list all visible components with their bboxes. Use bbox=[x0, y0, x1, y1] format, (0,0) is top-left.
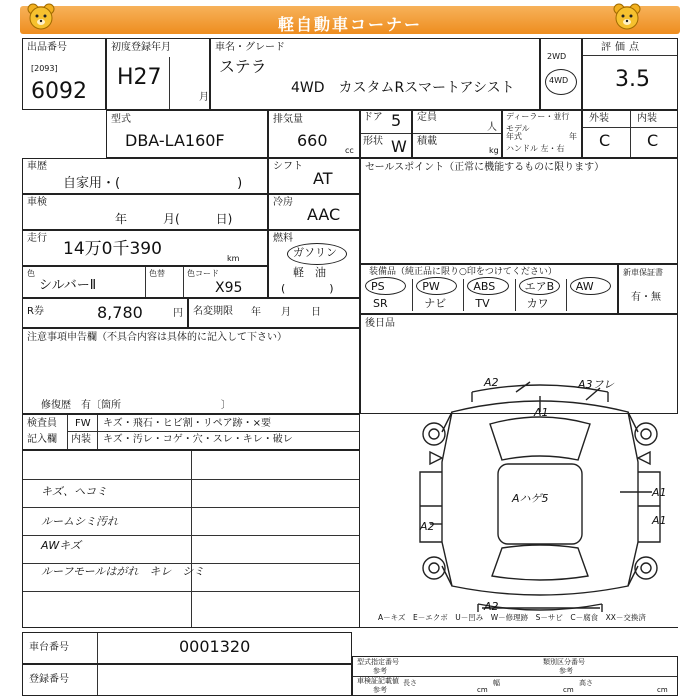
interior-label: 内装 bbox=[637, 113, 657, 124]
doors-box bbox=[360, 110, 412, 158]
color-code-label: 色コード bbox=[187, 269, 219, 278]
mileage-label: 走行 bbox=[27, 233, 47, 244]
ac-label: 冷房 bbox=[273, 197, 293, 208]
fuel-box bbox=[268, 230, 360, 298]
displacement-value: 660 bbox=[297, 131, 328, 150]
model-label: 車名・グレード bbox=[215, 42, 285, 53]
doors-value: 5 bbox=[391, 111, 402, 130]
equip-circle-4 bbox=[519, 277, 560, 295]
equipment-box bbox=[360, 264, 618, 314]
shape-label: 形状 bbox=[363, 136, 383, 147]
history-box bbox=[22, 158, 268, 194]
km-unit: km bbox=[227, 254, 240, 263]
damage-mark-6: A1 bbox=[652, 486, 667, 499]
exterior-value: C bbox=[599, 131, 611, 150]
inspection-box bbox=[22, 194, 268, 230]
equip-item-row2-4: カワ bbox=[526, 297, 549, 310]
notes-box bbox=[22, 328, 360, 414]
dims-label: 車検証記載値 bbox=[357, 677, 399, 685]
color-label: 色 bbox=[27, 269, 35, 278]
lot-number: 6092 bbox=[31, 79, 87, 104]
length-label: 長さ bbox=[403, 679, 417, 687]
history-value: 自家用・( ) bbox=[63, 176, 243, 191]
reg-year-label: 初度登録年月 bbox=[111, 42, 171, 53]
shift-box bbox=[268, 158, 360, 194]
handwritten-note-3: AWキズ bbox=[41, 539, 81, 552]
handwritten-note-4: ルーフモールはがれ キレ シミ bbox=[41, 565, 205, 578]
shape-value: W bbox=[391, 137, 407, 156]
ref-label-3: 参考 bbox=[373, 686, 387, 694]
doors-label: ドア bbox=[363, 112, 383, 123]
interior-value: C bbox=[647, 131, 659, 150]
chassis-box bbox=[22, 632, 352, 664]
chassis-value: 0001320 bbox=[179, 637, 251, 656]
year-label: 年式 bbox=[506, 132, 522, 141]
shift-value: AT bbox=[313, 169, 333, 188]
class-label: 類別区分番号 bbox=[543, 658, 585, 666]
score-value: 3.5 bbox=[615, 67, 650, 92]
handle-label: ハンドル 左・右 bbox=[506, 144, 565, 153]
type-box bbox=[106, 110, 268, 158]
drive-4wd: 4WD bbox=[549, 76, 569, 85]
width-label: 幅 bbox=[493, 679, 500, 687]
inspection-label: 車検 bbox=[27, 197, 47, 208]
inspect-label: 検査員 bbox=[27, 418, 57, 429]
record-interior: 内装 bbox=[71, 434, 91, 445]
ac-value: AAC bbox=[307, 205, 341, 224]
damage-mark-7: A1 bbox=[652, 514, 667, 527]
kg-unit: kg bbox=[489, 146, 499, 155]
type-label: 型式 bbox=[111, 114, 131, 125]
equip-divider bbox=[566, 279, 567, 311]
equip-circle-1 bbox=[365, 277, 406, 295]
model-box bbox=[210, 38, 540, 110]
ref-label-2: 参考 bbox=[559, 667, 573, 675]
warranty-value: 有・無 bbox=[631, 292, 661, 303]
inspect-row1: キズ・飛石・ヒビ割・リペア跡・×要 bbox=[103, 418, 271, 429]
color-value: シルバーⅡ bbox=[39, 278, 97, 293]
displacement-label: 排気量 bbox=[273, 114, 303, 125]
displacement-box bbox=[268, 110, 360, 158]
recycle-box bbox=[22, 298, 188, 328]
repair-label: 修復歴 有〔箇所 〕 bbox=[41, 400, 231, 411]
equip-divider bbox=[463, 279, 464, 311]
drive-2wd: 2WD bbox=[547, 52, 567, 61]
reg-year-box bbox=[106, 38, 210, 110]
equip-item-3: ABS bbox=[473, 280, 496, 293]
equip-circle-3 bbox=[467, 277, 508, 295]
damage-mark-8: A2 bbox=[420, 520, 435, 533]
equip-divider bbox=[515, 279, 516, 311]
reg-label: 登録番号 bbox=[29, 674, 69, 685]
capacity-label: 定員 bbox=[417, 112, 437, 123]
grade: 4WD カスタムRスマートアシスト bbox=[291, 80, 515, 96]
notes-title: 注意事項申告欄（不具合内容は具体的に記入して下さい） bbox=[27, 332, 287, 343]
shift-label: シフト bbox=[273, 161, 303, 172]
car-name: ステラ bbox=[219, 57, 267, 76]
drive-box bbox=[540, 38, 582, 110]
bear-logo-left bbox=[26, 2, 56, 32]
fuel-label: 燃料 bbox=[273, 233, 293, 244]
color-box bbox=[22, 266, 268, 298]
fuel-gas: ガソリン bbox=[293, 246, 337, 259]
banner-title: 軽自動車コーナー bbox=[277, 15, 422, 34]
type-value: DBA-LA160F bbox=[125, 131, 225, 150]
cc-unit: cc bbox=[345, 146, 354, 155]
equip-circle-5 bbox=[570, 277, 611, 295]
handwritten-note-1: キズ、ヘコミ bbox=[41, 485, 108, 498]
lot-label: 出品番号 bbox=[27, 42, 67, 53]
load-label: 積載 bbox=[417, 136, 437, 147]
capacity-box bbox=[412, 110, 502, 158]
recycle-label: R券 bbox=[27, 306, 44, 317]
damage-mark-5: Aハゲ5 bbox=[512, 492, 549, 505]
certificate-box bbox=[352, 656, 678, 696]
inspect-fw: FW bbox=[75, 418, 91, 429]
model-year-label: モデル bbox=[506, 124, 530, 133]
warranty-box bbox=[618, 264, 678, 314]
history-label: 車歴 bbox=[27, 161, 47, 172]
exterior-interior-box bbox=[582, 110, 678, 158]
reg-year: H27 bbox=[117, 65, 162, 90]
inspector-box bbox=[22, 414, 360, 450]
equip-item-row2-2: ナビ bbox=[424, 297, 447, 310]
fuel-diesel: 軽 油 bbox=[293, 266, 326, 279]
warranty-label: 新車保証書 bbox=[623, 268, 663, 277]
equip-circle-2 bbox=[416, 277, 457, 295]
handwritten-note-2: ルームシミ汚れ bbox=[41, 515, 118, 528]
ref-label-1: 参考 bbox=[373, 667, 387, 675]
record-row2: キズ・汚レ・コゲ・穴・スレ・キレ・破レ bbox=[103, 434, 293, 445]
ac-box bbox=[268, 194, 360, 230]
equip-item-1: PS bbox=[371, 280, 385, 293]
name-change-value: 年 月 日 bbox=[251, 307, 321, 318]
equipment-grid bbox=[361, 279, 617, 313]
cm-unit-2: cm bbox=[563, 686, 574, 694]
cm-unit-1: cm bbox=[477, 686, 488, 694]
handwritten-notes-box bbox=[22, 450, 360, 628]
month-suffix: 月 bbox=[199, 92, 209, 103]
header-banner bbox=[20, 6, 680, 34]
equip-item-5: AW bbox=[575, 280, 594, 293]
year-unit: 年 bbox=[569, 132, 577, 141]
bear-logo-right bbox=[612, 2, 642, 32]
lot-sub: [2093] bbox=[31, 64, 58, 73]
lot-number-box bbox=[22, 38, 106, 110]
equip-item-row2-1: SR bbox=[373, 297, 388, 310]
name-change-label: 名変期限 bbox=[193, 306, 233, 317]
inspection-value: 年 月( 日) bbox=[115, 212, 233, 226]
damage-mark-3: A3フレ bbox=[578, 378, 615, 391]
exterior-label: 外装 bbox=[589, 113, 609, 124]
damage-legend: A－キズ E－エクボ U－凹み W－修理跡 S－サビ C－腐食 XX－交換済 bbox=[378, 613, 646, 622]
score-label: 評価点 bbox=[601, 42, 643, 53]
cm-unit-3: cm bbox=[657, 686, 668, 694]
later-items-label: 後日品 bbox=[365, 318, 395, 329]
sales-point-box bbox=[360, 158, 678, 264]
recycle-value: 8,780 bbox=[97, 303, 143, 322]
fuel-paren: ( ) bbox=[281, 282, 334, 295]
damage-mark-1: A2 bbox=[484, 376, 499, 389]
dealer-label: ディーラー・並行 bbox=[506, 112, 570, 121]
mileage-value: 14万0千390 bbox=[63, 239, 162, 259]
equip-item-2: PW bbox=[422, 280, 440, 293]
equip-item-row2-3: TV bbox=[475, 297, 490, 310]
name-change-box bbox=[188, 298, 360, 328]
equip-item-4: エアB bbox=[524, 280, 555, 293]
yen-unit: 円 bbox=[173, 308, 183, 319]
record-label: 記入欄 bbox=[27, 434, 57, 445]
dealer-box bbox=[502, 110, 582, 158]
color-change-label: 色替 bbox=[149, 269, 165, 278]
color-code-value: X95 bbox=[215, 280, 243, 296]
sales-title: セールスポイント（正常に機能するものに限ります） bbox=[365, 162, 605, 173]
mileage-box bbox=[22, 230, 268, 266]
damage-mark-4: A1 bbox=[534, 406, 549, 419]
chassis-label: 車台番号 bbox=[29, 642, 69, 653]
height-label: 高さ bbox=[579, 679, 593, 687]
score-box bbox=[582, 38, 678, 110]
equip-title: 装備品（純正品に限り○印をつけてください） bbox=[369, 267, 557, 277]
designate-label: 型式指定番号 bbox=[357, 658, 399, 666]
equip-divider bbox=[412, 279, 413, 311]
damage-mark-9: A2 bbox=[484, 600, 499, 613]
registration-box bbox=[22, 664, 352, 696]
person-unit: 人 bbox=[487, 122, 497, 133]
